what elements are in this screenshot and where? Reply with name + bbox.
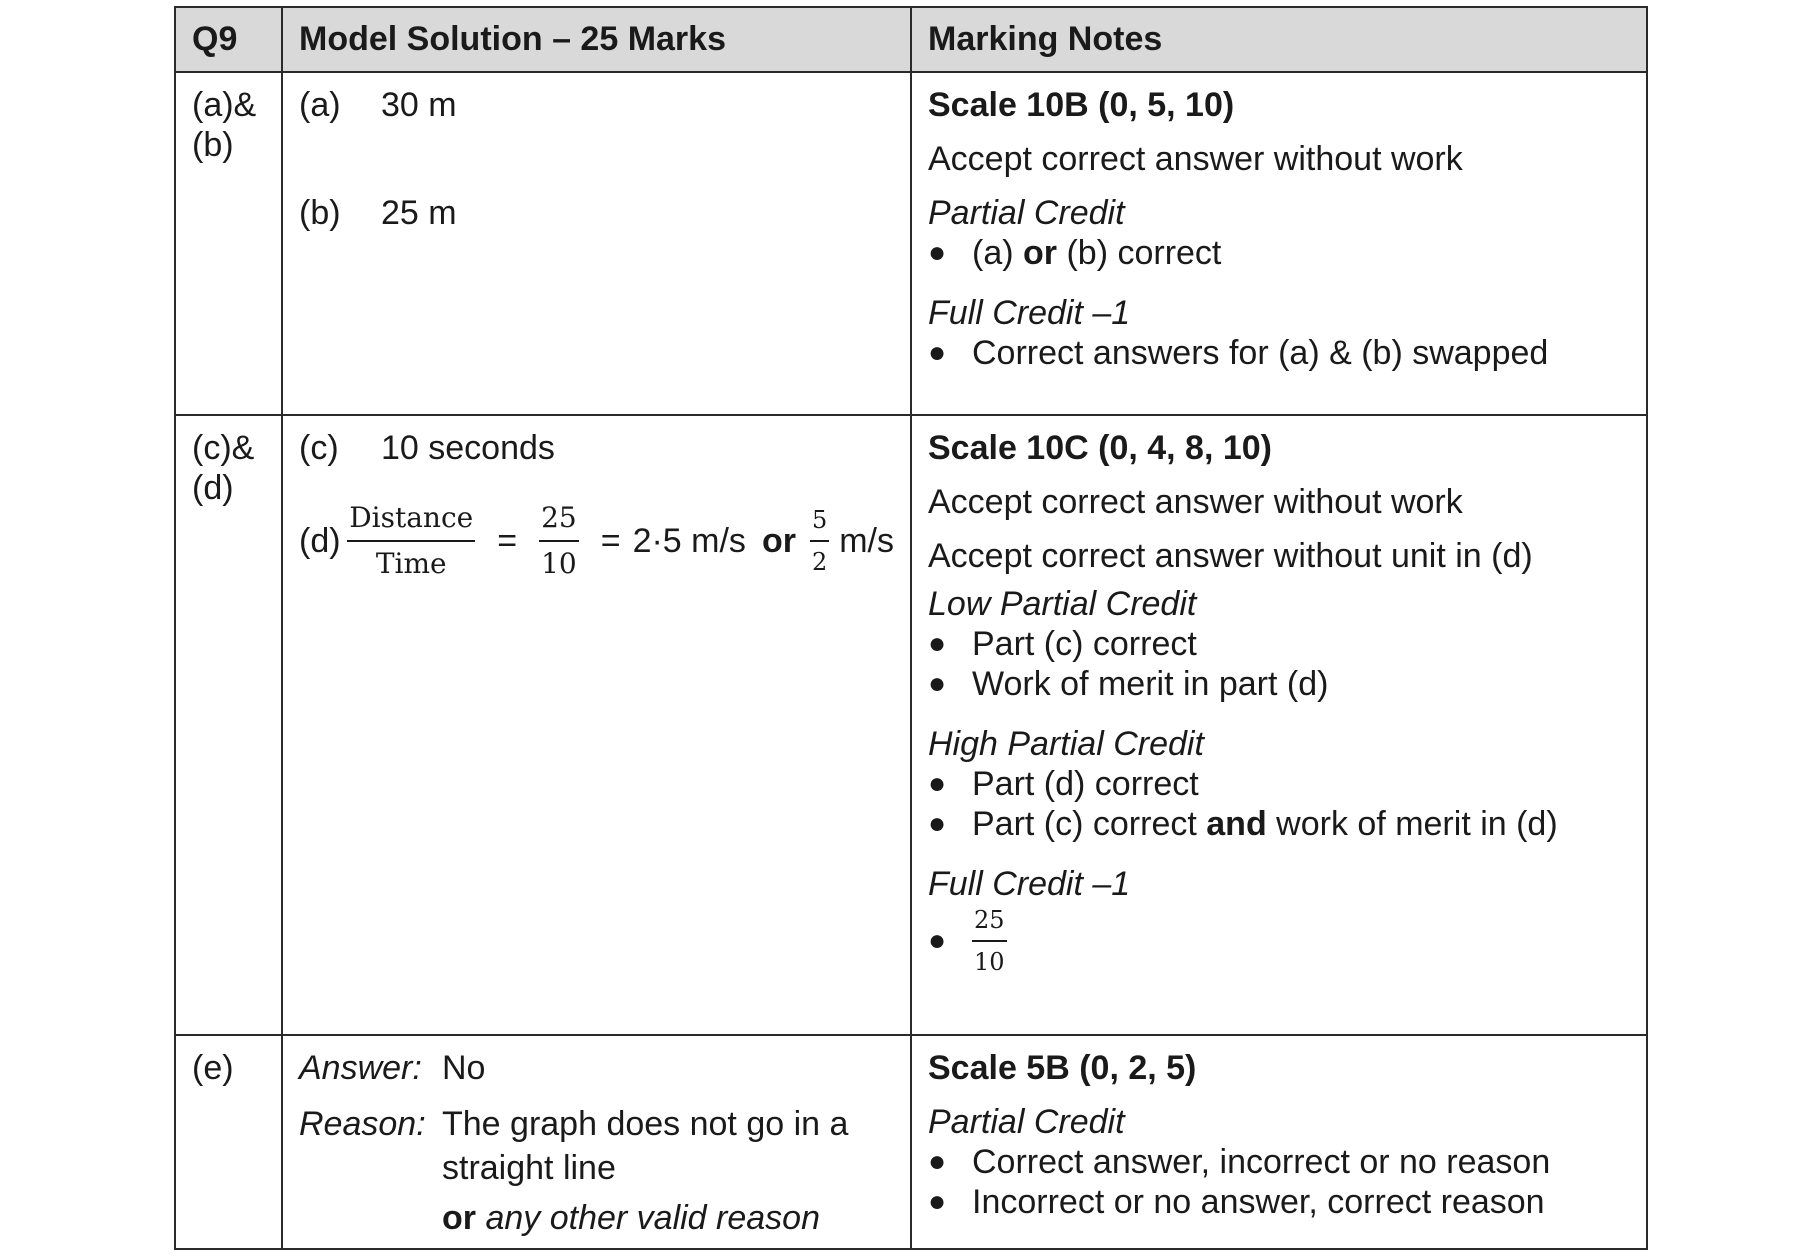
- bullet-icon: ●: [928, 767, 947, 800]
- fraction-numerator: 25: [972, 906, 1007, 942]
- equals-sign: =: [497, 521, 518, 560]
- bullet-item: [928, 624, 1630, 664]
- reason-line: [299, 1102, 894, 1190]
- bullet-icon: ●: [928, 924, 947, 957]
- fraction-numerator: 5: [810, 506, 829, 542]
- bullet-text: Correct answer, incorrect or no reason: [972, 1143, 1551, 1181]
- answer-line: [299, 1048, 894, 1088]
- full-credit-title: Full Credit –1: [928, 294, 1131, 332]
- bullet-icon: ●: [928, 1145, 947, 1178]
- bullet-text: Work of merit in part (d): [972, 665, 1329, 703]
- bullet-icon: ●: [928, 1185, 947, 1218]
- question-label: [175, 415, 282, 1035]
- speed-result: 2·5 m/s: [632, 521, 746, 560]
- part-label: (a): [299, 86, 341, 124]
- bullet-item: [928, 764, 1630, 804]
- part-a: [299, 85, 894, 125]
- or-text: or: [442, 1199, 476, 1237]
- marking-notes-cell: [911, 1035, 1647, 1249]
- unit-text: m/s: [839, 521, 894, 560]
- or-text: or: [761, 521, 796, 560]
- table-row: [175, 72, 1647, 415]
- question-label-text: (c)&(d): [192, 429, 255, 507]
- part-d: [299, 502, 894, 580]
- part-label: (d): [299, 521, 341, 560]
- partial-credit-title: Partial Credit: [928, 194, 1125, 232]
- accept-note: Accept correct answer without work: [928, 483, 1463, 521]
- table-row: [175, 415, 1647, 1035]
- bullet-icon: ●: [928, 667, 947, 700]
- bullet-text: Correct answers for (a) & (b) swapped: [972, 334, 1549, 372]
- bullet-text-bold: or: [1023, 234, 1058, 272]
- accept-note: Accept correct answer without unit in (d): [928, 537, 1533, 575]
- reason-key: Reason:: [299, 1105, 426, 1143]
- equals-sign: =: [600, 521, 621, 560]
- scale-heading: Scale 10B (0, 5, 10): [928, 86, 1235, 124]
- answer-key: Answer:: [299, 1049, 422, 1087]
- other-reason-text: any other valid reason: [485, 1199, 820, 1237]
- fraction-numerator: 25: [539, 502, 579, 542]
- bullet-item: [928, 333, 1630, 373]
- alternative-line: [299, 1198, 894, 1238]
- header-question: Q9: [175, 7, 282, 72]
- spacer: [299, 1198, 442, 1238]
- bullet-text: work of merit in (d): [1276, 805, 1558, 843]
- model-solution-cell: [282, 415, 911, 1035]
- bullet-icon: ●: [928, 236, 947, 269]
- accept-note: Accept correct answer without work: [928, 140, 1463, 178]
- fraction-25-10: [539, 502, 579, 580]
- marking-notes-cell: [911, 415, 1647, 1035]
- fraction-denominator: 2: [811, 548, 828, 576]
- model-solution-cell: [282, 72, 911, 415]
- answer-value: No: [442, 1049, 486, 1087]
- bullet-text: Incorrect or no answer, correct reason: [972, 1183, 1545, 1221]
- partial-credit-title: Partial Credit: [928, 1103, 1125, 1141]
- question-label: [175, 72, 282, 415]
- low-partial-credit-title: Low Partial Credit: [928, 585, 1197, 623]
- bullet-text: Part (c) correct: [972, 805, 1197, 843]
- bullet-item: [928, 804, 1630, 844]
- question-label: [175, 1035, 282, 1249]
- fraction-denominator: 10: [541, 547, 577, 580]
- bullet-item: [928, 906, 1630, 976]
- marking-scheme-table: [174, 6, 1648, 1250]
- answer-key-text: Answer: [299, 1049, 413, 1087]
- bullet-text: Part (d) correct: [972, 765, 1199, 803]
- full-credit-title: Full Credit –1: [928, 865, 1131, 903]
- fraction-25-10: [972, 906, 1007, 976]
- question-label-text: (a)&(b): [192, 86, 257, 164]
- bullet-text: (a): [972, 234, 1014, 272]
- bullet-text: Part (c) correct: [972, 625, 1197, 663]
- part-answer: 10 seconds: [381, 429, 555, 467]
- high-partial-credit-title: High Partial Credit: [928, 725, 1204, 763]
- fraction-5-2: [810, 506, 829, 576]
- question-label-text: (e): [192, 1049, 234, 1087]
- table-row: [175, 1035, 1647, 1249]
- fraction-distance-time: [347, 502, 475, 580]
- fraction-numerator: Distance: [347, 502, 475, 542]
- table-header-row: [175, 7, 1647, 72]
- scale-heading: Scale 5B (0, 2, 5): [928, 1049, 1197, 1087]
- part-answer: 30 m: [381, 86, 457, 124]
- part-answer: 25 m: [381, 194, 457, 232]
- model-solution-cell: [282, 1035, 911, 1249]
- marking-notes-cell: [911, 72, 1647, 415]
- bullet-item: [928, 664, 1630, 704]
- scale-heading: Scale 10C (0, 4, 8, 10): [928, 429, 1272, 467]
- bullet-item: [928, 1182, 1630, 1222]
- bullet-item: [928, 233, 1630, 273]
- reason-value: The graph does not go in a straight line: [442, 1105, 849, 1187]
- fraction-denominator: Time: [375, 547, 447, 580]
- part-c: [299, 428, 894, 468]
- header-marking-notes: Marking Notes: [911, 7, 1647, 72]
- bullet-text: (b) correct: [1066, 234, 1222, 272]
- bullet-icon: ●: [928, 807, 947, 840]
- part-label: (c): [299, 429, 339, 467]
- part-b: [299, 193, 894, 233]
- bullet-item: [928, 1142, 1630, 1182]
- part-label: (b): [299, 194, 341, 232]
- fraction-denominator: 10: [974, 948, 1005, 976]
- reason-key-text: Reason: [299, 1105, 417, 1143]
- bullet-icon: ●: [928, 627, 947, 660]
- header-model-solution: Model Solution – 25 Marks: [282, 7, 911, 72]
- bullet-icon: ●: [928, 336, 947, 369]
- bullet-text-bold: and: [1206, 805, 1267, 843]
